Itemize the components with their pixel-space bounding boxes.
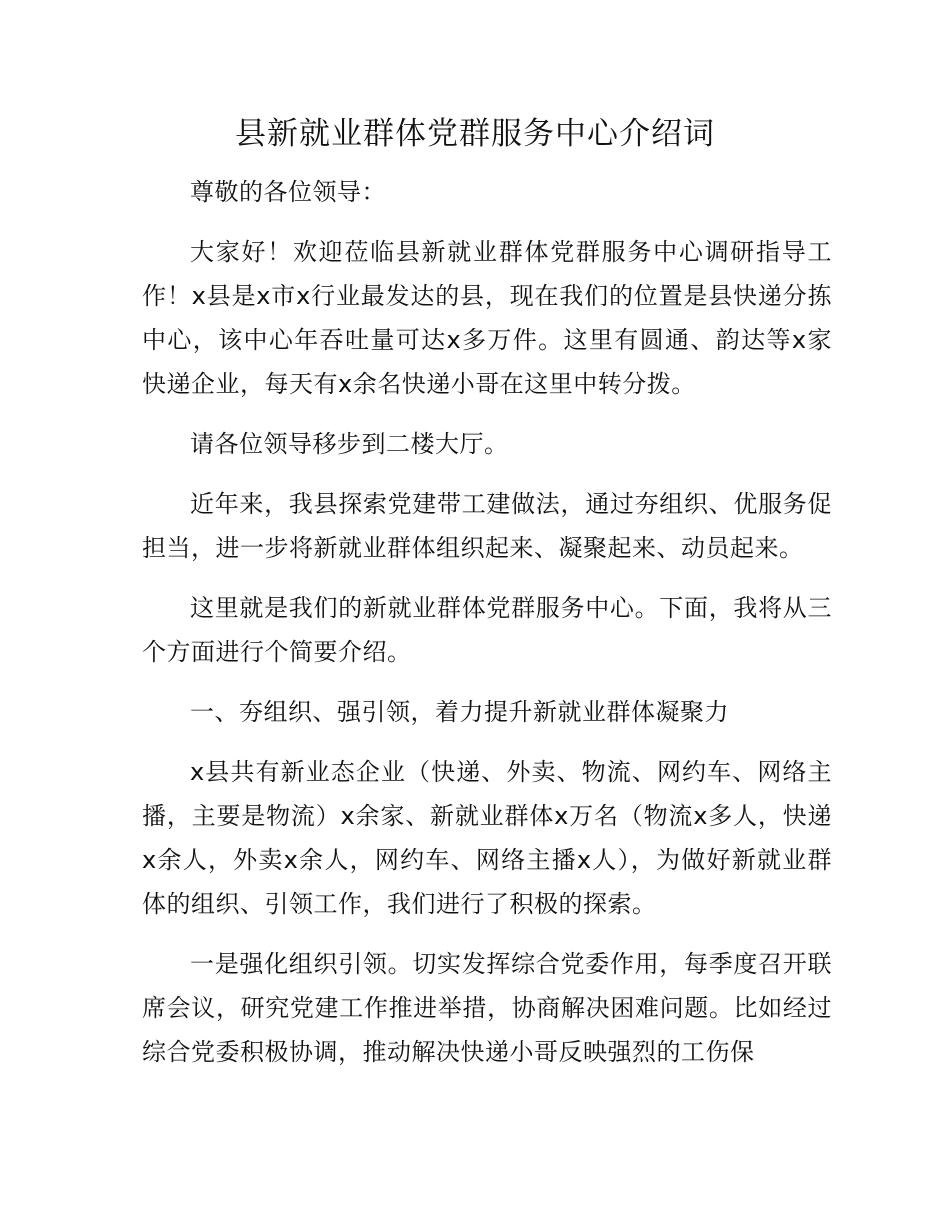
document-body: [142, 170, 832, 1090]
paragraph-recent-years: 近年来，我县探索党建带工建做法，通过夯组织、优服务促担当，进一步将新就业群体组织起来、凝聚起来、动员起来。: [142, 490, 832, 562]
paragraph-welcome: 大家好！欢迎莅临县新就业群体党群服务中心调研指导工作！x县是x市x行业最发达的县，现在我们的位置是县快递分拣中心，该中心年吞吐量可达x多万件。这里有圆通、韵达等x家快递企业，每天有x余名快递小哥在这里中转分拨。: [142, 238, 832, 398]
paragraph-move-upstairs: 请各位领导移步到二楼大厅。: [190, 430, 509, 458]
paragraph-greeting: 尊敬的各位领导：: [190, 178, 386, 206]
paragraph-enterprises: x县共有新业态企业（快递、外卖、物流、网约车、网络主播，主要是物流）x余家、新就业群体x万名（物流x多人，快递x余人，外卖x余人，网约车、网络主播x人），为做好新就业群体的组织、引领工作，我们进行了积极的探索。: [142, 758, 832, 918]
paragraph-introduction: 这里就是我们的新就业群体党群服务中心。下面，我将从三个方面进行个简要介绍。: [142, 594, 832, 666]
section-heading-one: 一、夯组织、强引领，着力提升新就业群体凝聚力: [190, 698, 729, 726]
paragraph-organization-guidance: 一是强化组织引领。切实发挥综合党委作用，每季度召开联席会议，研究党建工作推进举措，协商解决困难问题。比如经过综合党委积极协调，推动解决快递小哥反映强烈的工伤保: [142, 950, 832, 1066]
document-title: 县新就业群体党群服务中心介绍词: [235, 116, 715, 152]
